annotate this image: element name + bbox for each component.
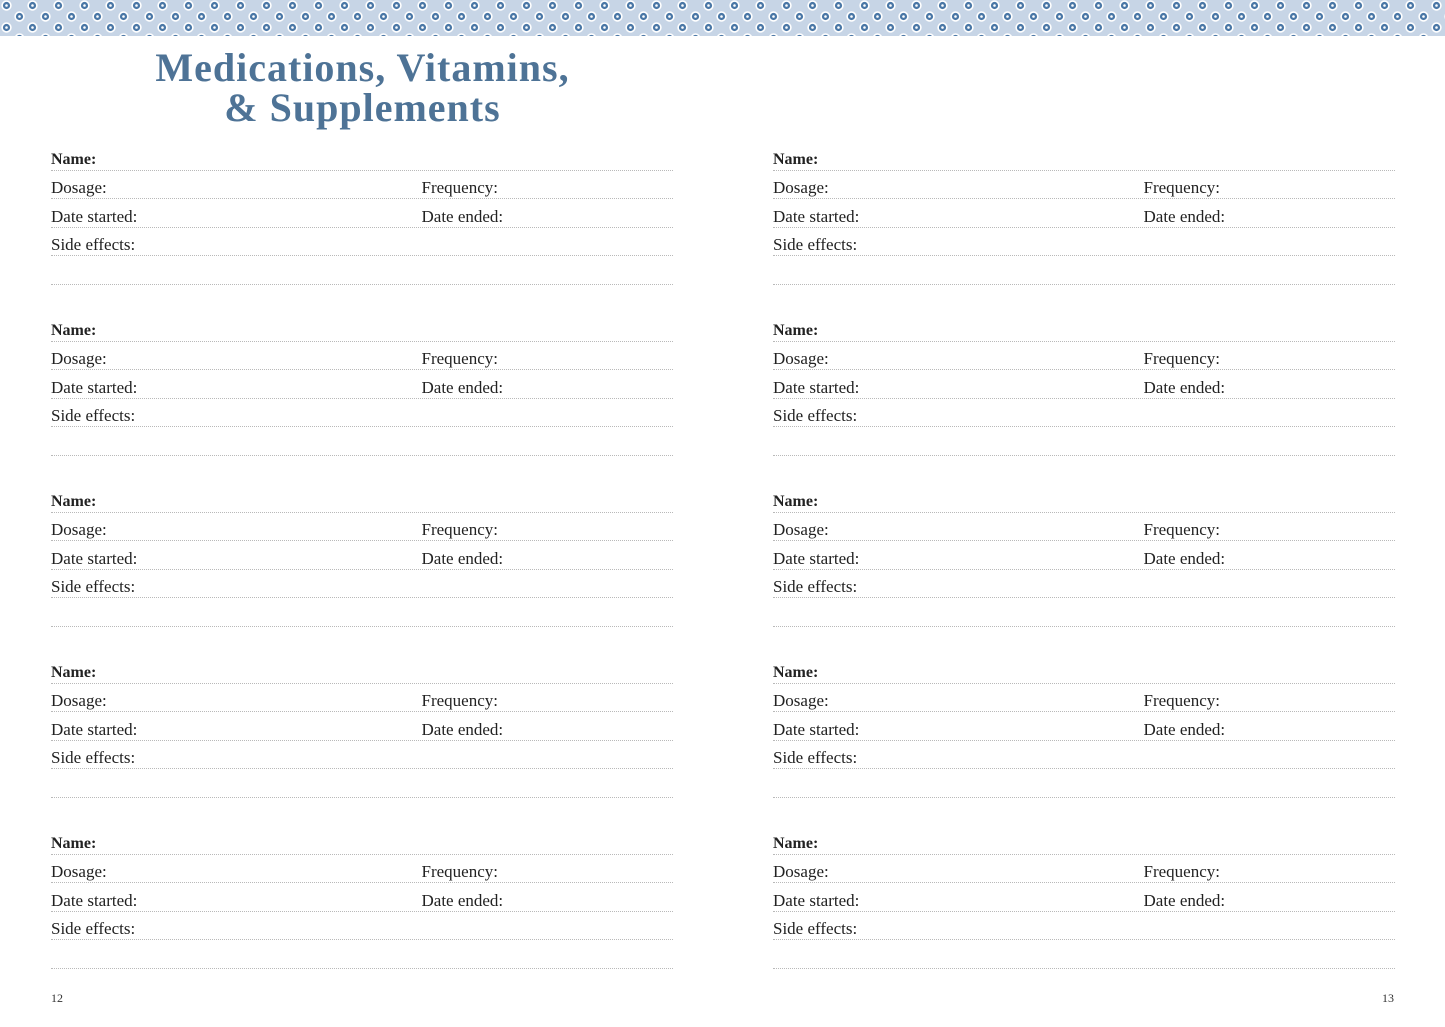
dosage-frequency-row[interactable]	[51, 855, 673, 884]
side-effects-extra-line[interactable]	[773, 940, 1395, 969]
side-effects-extra-line[interactable]	[51, 256, 673, 285]
date-started-label: Date started:	[773, 377, 860, 397]
dates-row[interactable]	[51, 712, 673, 741]
name-row[interactable]	[51, 484, 673, 513]
medication-entry	[773, 826, 1395, 997]
date-ended-label: Date ended:	[421, 377, 504, 397]
frequency-label: Frequency:	[421, 178, 498, 197]
side-effects-label: Side effects:	[51, 406, 136, 425]
page-number-right: 13	[1382, 991, 1394, 1005]
dosage-frequency-row[interactable]	[773, 855, 1395, 884]
name-label: Name:	[51, 150, 97, 168]
side-effects-label: Side effects:	[773, 919, 858, 938]
side-effects-extra-line[interactable]	[773, 769, 1395, 798]
page-title	[90, 45, 635, 130]
dosage-label: Dosage:	[773, 862, 829, 881]
dosage-label: Dosage:	[51, 520, 107, 539]
side-effects-row[interactable]	[773, 570, 1395, 599]
date-ended-label: Date ended:	[1143, 890, 1226, 910]
side-effects-label: Side effects:	[51, 919, 136, 938]
left-page-entries	[51, 142, 673, 997]
side-effects-label: Side effects:	[773, 577, 858, 596]
name-row[interactable]	[51, 826, 673, 855]
name-label: Name:	[773, 321, 819, 339]
date-started-label: Date started:	[773, 206, 860, 226]
date-started-label: Date started:	[51, 719, 138, 739]
dosage-frequency-row[interactable]	[51, 171, 673, 200]
name-label: Name:	[773, 663, 819, 681]
name-row[interactable]	[773, 142, 1395, 171]
date-started-label: Date started:	[773, 890, 860, 910]
frequency-label: Frequency:	[1143, 349, 1220, 368]
date-started-label: Date started:	[51, 890, 138, 910]
name-row[interactable]	[773, 484, 1395, 513]
side-effects-label: Side effects:	[51, 748, 136, 767]
dosage-label: Dosage:	[773, 691, 829, 710]
name-label: Name:	[773, 834, 819, 852]
dates-row[interactable]	[51, 199, 673, 228]
dosage-label: Dosage:	[773, 520, 829, 539]
name-row[interactable]	[51, 313, 673, 342]
medication-entry	[51, 313, 673, 484]
side-effects-extra-line[interactable]	[51, 940, 673, 969]
medication-entry	[773, 484, 1395, 655]
side-effects-extra-line[interactable]	[773, 427, 1395, 456]
side-effects-row[interactable]	[51, 399, 673, 428]
dosage-label: Dosage:	[51, 349, 107, 368]
side-effects-label: Side effects:	[773, 406, 858, 425]
dosage-label: Dosage:	[51, 178, 107, 197]
side-effects-label: Side effects:	[773, 235, 858, 254]
name-label: Name:	[773, 492, 819, 510]
name-row[interactable]	[773, 313, 1395, 342]
frequency-label: Frequency:	[1143, 862, 1220, 881]
frequency-label: Frequency:	[421, 691, 498, 710]
page-title-line-2: & Supplements	[224, 85, 501, 130]
side-effects-row[interactable]	[51, 741, 673, 770]
frequency-label: Frequency:	[421, 862, 498, 881]
medication-entry	[773, 313, 1395, 484]
medication-entry	[51, 484, 673, 655]
page-title-line-1: Medications, Vitamins,	[155, 45, 570, 90]
date-ended-label: Date ended:	[421, 719, 504, 739]
side-effects-extra-line[interactable]	[773, 598, 1395, 627]
side-effects-row[interactable]	[773, 399, 1395, 428]
dosage-frequency-row[interactable]	[773, 342, 1395, 371]
frequency-label: Frequency:	[1143, 520, 1220, 539]
medication-entry	[51, 655, 673, 826]
dates-row[interactable]	[51, 370, 673, 399]
dosage-frequency-row[interactable]	[51, 684, 673, 713]
date-ended-label: Date ended:	[1143, 206, 1226, 226]
name-label: Name:	[51, 663, 97, 681]
medication-entry	[51, 142, 673, 313]
frequency-label: Frequency:	[1143, 691, 1220, 710]
date-started-label: Date started:	[51, 377, 138, 397]
dates-row[interactable]	[773, 199, 1395, 228]
side-effects-row[interactable]	[51, 912, 673, 941]
dosage-frequency-row[interactable]	[51, 513, 673, 542]
side-effects-row[interactable]	[773, 741, 1395, 770]
dosage-label: Dosage:	[773, 349, 829, 368]
dates-row[interactable]	[773, 541, 1395, 570]
dates-row[interactable]	[51, 883, 673, 912]
name-label: Name:	[773, 150, 819, 168]
side-effects-label: Side effects:	[51, 235, 136, 254]
date-ended-label: Date ended:	[1143, 719, 1226, 739]
dates-row[interactable]	[773, 712, 1395, 741]
frequency-label: Frequency:	[421, 349, 498, 368]
date-started-label: Date started:	[773, 548, 860, 568]
date-started-label: Date started:	[51, 206, 138, 226]
page-number-left: 12	[51, 991, 63, 1005]
dates-row[interactable]	[773, 883, 1395, 912]
side-effects-extra-line[interactable]	[51, 769, 673, 798]
side-effects-row[interactable]	[773, 228, 1395, 257]
dates-row[interactable]	[773, 370, 1395, 399]
date-started-label: Date started:	[773, 719, 860, 739]
date-started-label: Date started:	[51, 548, 138, 568]
dosage-frequency-row[interactable]	[773, 171, 1395, 200]
side-effects-row[interactable]	[51, 570, 673, 599]
name-row[interactable]	[51, 655, 673, 684]
side-effects-row[interactable]	[51, 228, 673, 257]
dosage-frequency-row[interactable]	[773, 684, 1395, 713]
name-row[interactable]	[773, 655, 1395, 684]
date-ended-label: Date ended:	[1143, 548, 1226, 568]
medication-entry	[51, 826, 673, 997]
side-effects-row[interactable]	[773, 912, 1395, 941]
name-label: Name:	[51, 834, 97, 852]
dosage-frequency-row[interactable]	[51, 342, 673, 371]
decorative-banner	[0, 0, 1445, 36]
frequency-label: Frequency:	[421, 520, 498, 539]
side-effects-label: Side effects:	[773, 748, 858, 767]
dosage-label: Dosage:	[51, 691, 107, 710]
name-label: Name:	[51, 321, 97, 339]
date-ended-label: Date ended:	[421, 548, 504, 568]
medication-entry	[773, 142, 1395, 313]
right-page-entries	[773, 142, 1395, 997]
side-effects-extra-line[interactable]	[773, 256, 1395, 285]
dates-row[interactable]	[51, 541, 673, 570]
name-row[interactable]	[773, 826, 1395, 855]
side-effects-extra-line[interactable]	[51, 598, 673, 627]
side-effects-label: Side effects:	[51, 577, 136, 596]
name-label: Name:	[51, 492, 97, 510]
date-ended-label: Date ended:	[1143, 377, 1226, 397]
dosage-label: Dosage:	[773, 178, 829, 197]
side-effects-extra-line[interactable]	[51, 427, 673, 456]
date-ended-label: Date ended:	[421, 890, 504, 910]
dosage-frequency-row[interactable]	[773, 513, 1395, 542]
medication-entry	[773, 655, 1395, 826]
frequency-label: Frequency:	[1143, 178, 1220, 197]
date-ended-label: Date ended:	[421, 206, 504, 226]
dosage-label: Dosage:	[51, 862, 107, 881]
name-row[interactable]	[51, 142, 673, 171]
